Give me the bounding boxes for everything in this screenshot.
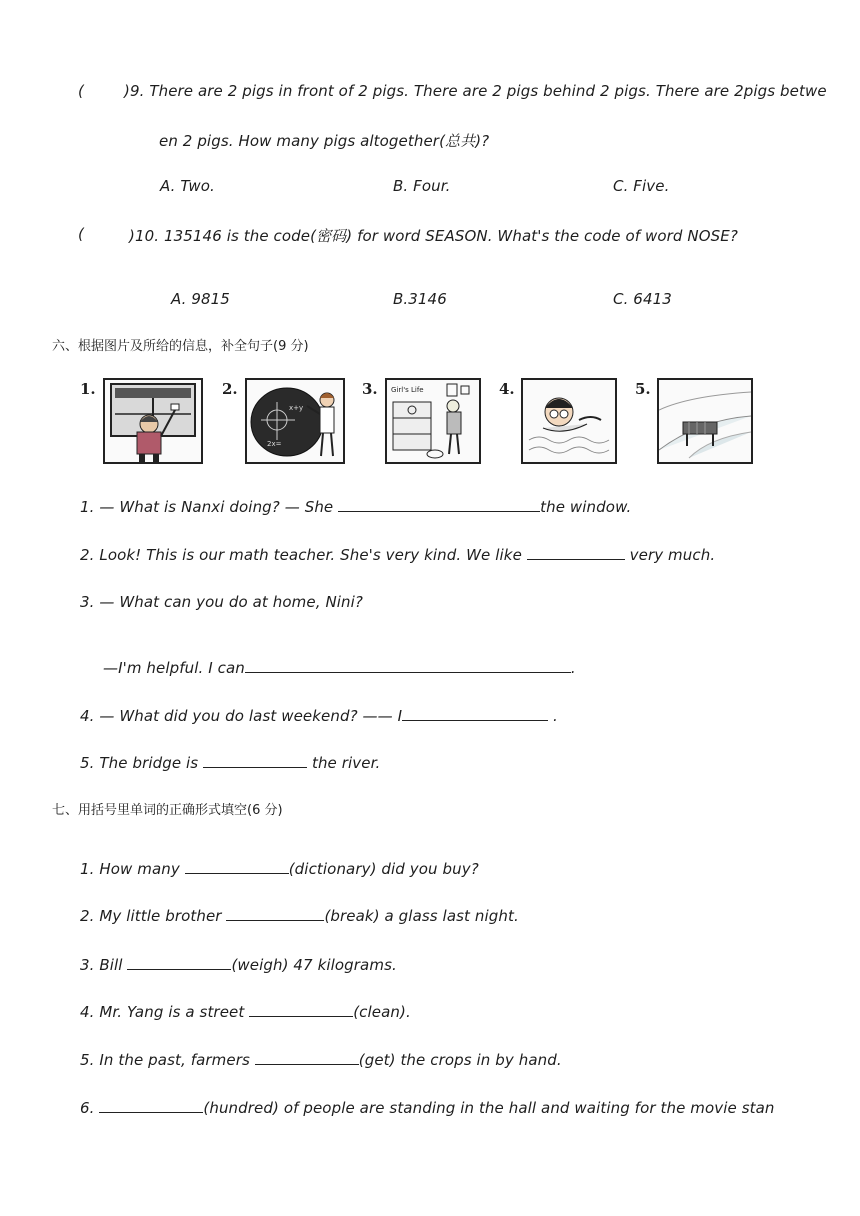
option-a: A. 9815: [171, 290, 230, 308]
answer-blank[interactable]: [127, 955, 231, 970]
sentence-text: (dictionary) did you buy?: [288, 860, 479, 878]
answer-blank[interactable]: [226, 906, 324, 921]
answer-paren-open: (: [78, 225, 84, 243]
sentence-text: 4. — What did you do last weekend? —— I: [80, 707, 403, 725]
svg-text:2x=: 2x=: [267, 440, 282, 448]
answer-blank[interactable]: [185, 859, 289, 874]
option-c: C. 6413: [613, 290, 672, 308]
fill-sentence-5: [80, 753, 380, 772]
option-a: A. Two.: [160, 177, 215, 195]
fill-sentence-3-answer: [103, 658, 576, 677]
picture-number: 1.: [80, 380, 96, 398]
fill-sentence-1: [80, 497, 631, 516]
sentence-text: (weigh) 47 kilograms.: [231, 956, 397, 974]
fill-sentence-3: [80, 593, 363, 611]
sentence-text: the river.: [307, 754, 381, 772]
sentence-text: 6.: [80, 1099, 100, 1117]
word-form-sentence-4: [80, 1002, 411, 1021]
picture-bridge-over-river: [657, 378, 753, 464]
question-9-line1: )9. There are 2 pigs in front of 2 pigs. There are 2 pigs behind 2 pigs. There are 2pigs betwe: [124, 82, 827, 100]
picture-math-teacher: [245, 378, 345, 464]
word-form-sentence-2: [80, 906, 519, 925]
sentence-text: .: [548, 707, 558, 725]
answer-blank[interactable]: [338, 497, 540, 512]
option-b: B. Four.: [393, 177, 451, 195]
fill-sentence-4: [80, 706, 558, 725]
sentence-text: —I'm helpful. I can: [103, 659, 245, 677]
picture-number: 2.: [222, 380, 238, 398]
sentence-text: the window.: [540, 498, 632, 516]
sentence-text: 4. Mr. Yang is a street: [80, 1003, 250, 1021]
picture-number: 3.: [362, 380, 378, 398]
word-form-sentence-6: [80, 1098, 775, 1117]
answer-blank[interactable]: [527, 545, 625, 560]
picture-cooking-at-home: [385, 378, 481, 464]
sentence-text: .: [570, 659, 576, 677]
word-form-sentence-3: [80, 955, 397, 974]
sentence-text: 2. Look! This is our math teacher. She's very kind. We like: [80, 546, 527, 564]
word-form-sentence-5: [80, 1050, 562, 1069]
sentence-text: (hundred) of people are standing in the hall and waiting for the movie stan: [203, 1099, 775, 1117]
sentence-text: 5. In the past, farmers: [80, 1051, 255, 1069]
sentence-text: 3. — What can you do at home, Nini?: [80, 593, 363, 611]
sentence-text: 5. The bridge is: [80, 754, 204, 772]
answer-blank[interactable]: [255, 1050, 359, 1065]
sentence-text: very much.: [624, 546, 716, 564]
sentence-text: (break) a glass last night.: [324, 907, 519, 925]
answer-paren-open: (: [78, 82, 84, 100]
option-c: C. Five.: [613, 177, 670, 195]
option-b: B.3146: [393, 290, 447, 308]
word-form-sentence-1: [80, 859, 479, 878]
question-9-line2: en 2 pigs. How many pigs altogether(总共)?: [159, 132, 490, 150]
section-7-heading: 七、用括号里单词的正确形式填空(6 分): [52, 803, 283, 818]
picture-number: 4.: [499, 380, 515, 398]
answer-blank[interactable]: [203, 753, 307, 768]
answer-blank[interactable]: [245, 658, 571, 673]
answer-blank[interactable]: [99, 1098, 203, 1113]
sentence-text: (clean).: [353, 1003, 411, 1021]
sentence-text: 1. How many: [80, 860, 185, 878]
picture-swimming: [521, 378, 617, 464]
sentence-text: 1. — What is Nanxi doing? — She: [80, 498, 339, 516]
question-10-line1: )10. 135146 is the code(密码) for word SEASON. What's the code of word NOSE?: [129, 227, 738, 245]
sentence-text: (get) the crops in by hand.: [358, 1051, 562, 1069]
poster-text: Girl's Life: [391, 386, 424, 394]
answer-blank[interactable]: [402, 706, 548, 721]
fill-sentence-2: [80, 545, 715, 564]
sentence-text: 2. My little brother: [80, 907, 227, 925]
picture-cleaning-window: [103, 378, 203, 464]
sentence-text: 3. Bill: [80, 956, 128, 974]
answer-blank[interactable]: [249, 1002, 353, 1017]
picture-number: 5.: [635, 380, 651, 398]
section-6-heading: 六、根据图片及所给的信息，补全句子(9 分): [52, 339, 309, 354]
svg-text:x+y: x+y: [289, 404, 304, 412]
